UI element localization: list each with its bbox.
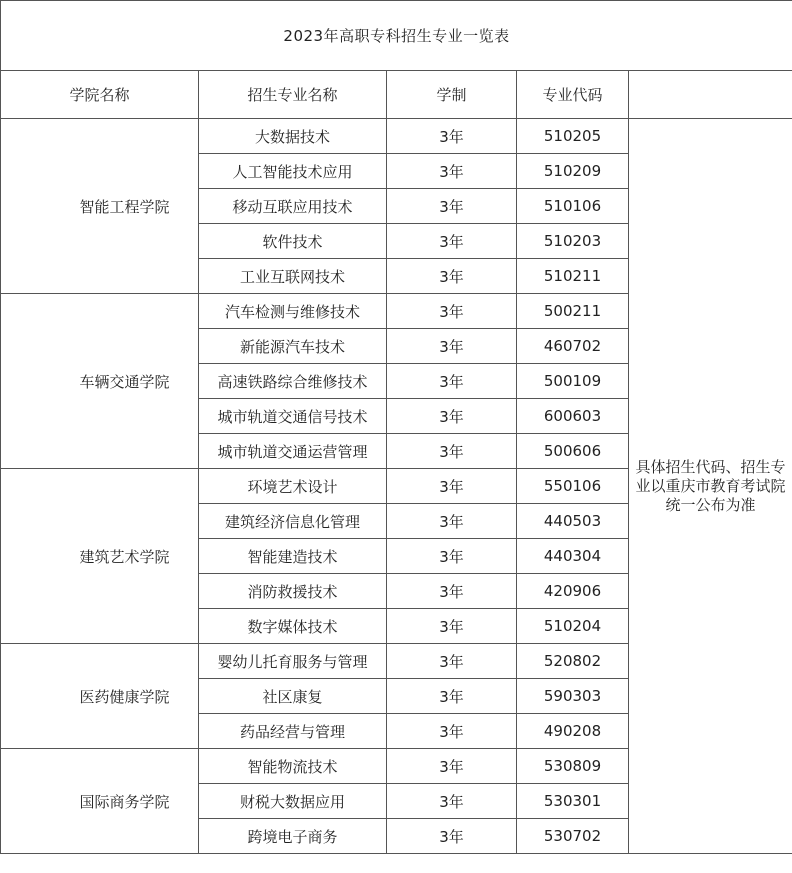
duration-cell: 3年 (387, 434, 517, 469)
major-code: 510203 (517, 224, 629, 259)
duration-cell: 3年 (387, 749, 517, 784)
table-row (1, 119, 792, 154)
duration-cell: 3年 (387, 644, 517, 679)
college-name: 医药健康学院 (1, 644, 199, 749)
major-code: 520802 (517, 644, 629, 679)
major-code: 600603 (517, 399, 629, 434)
major-name: 数字媒体技术 (199, 609, 387, 644)
duration-cell: 3年 (387, 329, 517, 364)
major-code: 530809 (517, 749, 629, 784)
college-name: 智能工程学院 (1, 119, 199, 294)
major-name: 智能物流技术 (199, 749, 387, 784)
header-duration: 学制 (387, 71, 517, 119)
major-code: 500606 (517, 434, 629, 469)
major-name: 药品经营与管理 (199, 714, 387, 749)
major-code: 510211 (517, 259, 629, 294)
major-name: 跨境电子商务 (199, 819, 387, 854)
major-name: 环境艺术设计 (199, 469, 387, 504)
major-code: 590303 (517, 679, 629, 714)
major-name: 城市轨道交通运营管理 (199, 434, 387, 469)
major-code: 490208 (517, 714, 629, 749)
major-code: 440304 (517, 539, 629, 574)
duration-cell: 3年 (387, 679, 517, 714)
major-code: 440503 (517, 504, 629, 539)
major-code: 460702 (517, 329, 629, 364)
major-name: 财税大数据应用 (199, 784, 387, 819)
major-code: 510106 (517, 189, 629, 224)
major-code: 530301 (517, 784, 629, 819)
duration-cell: 3年 (387, 189, 517, 224)
college-name: 国际商务学院 (1, 749, 199, 854)
duration-cell: 3年 (387, 469, 517, 504)
header-note-blank (629, 71, 792, 119)
major-code: 510205 (517, 119, 629, 154)
major-name: 工业互联网技术 (199, 259, 387, 294)
major-name: 社区康复 (199, 679, 387, 714)
duration-cell: 3年 (387, 819, 517, 854)
page-title: 2023年高职专科招生专业一览表 (1, 1, 792, 71)
duration-cell: 3年 (387, 574, 517, 609)
major-name: 大数据技术 (199, 119, 387, 154)
major-code: 510209 (517, 154, 629, 189)
major-name: 城市轨道交通信号技术 (199, 399, 387, 434)
major-code: 530702 (517, 819, 629, 854)
major-name: 婴幼儿托育服务与管理 (199, 644, 387, 679)
duration-cell: 3年 (387, 259, 517, 294)
major-code: 500109 (517, 364, 629, 399)
major-code: 420906 (517, 574, 629, 609)
major-code: 510204 (517, 609, 629, 644)
major-name: 软件技术 (199, 224, 387, 259)
major-name: 建筑经济信息化管理 (199, 504, 387, 539)
major-name: 人工智能技术应用 (199, 154, 387, 189)
header-row (1, 71, 792, 119)
duration-cell: 3年 (387, 399, 517, 434)
header-major: 招生专业名称 (199, 71, 387, 119)
major-code: 500211 (517, 294, 629, 329)
duration-cell: 3年 (387, 119, 517, 154)
major-name: 移动互联应用技术 (199, 189, 387, 224)
duration-cell: 3年 (387, 609, 517, 644)
major-code: 550106 (517, 469, 629, 504)
header-code: 专业代码 (517, 71, 629, 119)
duration-cell: 3年 (387, 224, 517, 259)
duration-cell: 3年 (387, 504, 517, 539)
duration-cell: 3年 (387, 714, 517, 749)
title-row (1, 1, 792, 71)
duration-cell: 3年 (387, 294, 517, 329)
major-name: 高速铁路综合维修技术 (199, 364, 387, 399)
duration-cell: 3年 (387, 364, 517, 399)
duration-cell: 3年 (387, 154, 517, 189)
major-name: 汽车检测与维修技术 (199, 294, 387, 329)
college-name: 建筑艺术学院 (1, 469, 199, 644)
college-name: 车辆交通学院 (1, 294, 199, 469)
major-name: 消防救援技术 (199, 574, 387, 609)
major-name: 智能建造技术 (199, 539, 387, 574)
duration-cell: 3年 (387, 539, 517, 574)
major-name: 新能源汽车技术 (199, 329, 387, 364)
note-text: 具体招生代码、招生专业以重庆市教育考试院统一公布为准 (629, 119, 792, 854)
duration-cell: 3年 (387, 784, 517, 819)
header-college: 学院名称 (1, 71, 199, 119)
